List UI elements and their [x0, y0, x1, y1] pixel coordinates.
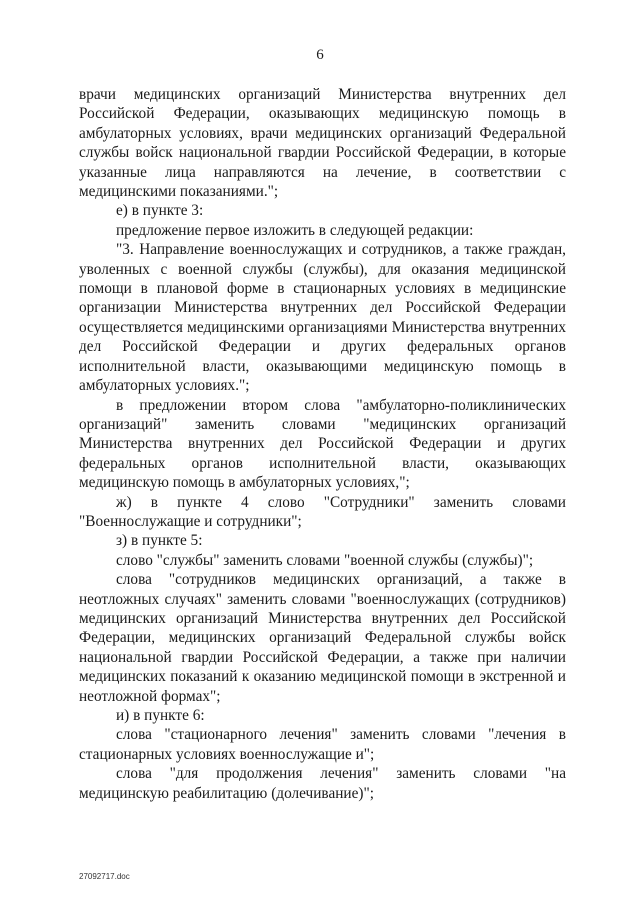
paragraph: е) в пункте 3: — [116, 202, 204, 220]
paragraph: слова "для продолжения лечения" заменить словами "на медицинскую реабилитацию (долечивание)"; — [79, 765, 566, 802]
paragraph: ж) в пункте 4 слово "Сотрудники" заменить словами "Военнослужащие и сотрудники"; — [79, 493, 566, 530]
paragraph: з) в пункте 5: — [116, 532, 203, 550]
document-body — [79, 85, 566, 803]
paragraph: слова "сотрудников медицинских организаций, а также в неотложных случаях" заменить словами "военнослужащих (сотрудников) медицинских организаций Министерства внутренних дел Российской Федерации, медицинских организаций Федеральной службы войск национальной гвардии Российской Федерации, а также при наличии медицинских показаний к оказанию медицинской помощи в экстренной и неотложной формах"; — [79, 571, 566, 705]
paragraph: врачи медицинских организаций Министерства внутренних дел Российской Федерации, оказывающих медицинскую помощь в амбулаторных условиях, врачи медицинских организаций Федеральной службы войск национальной гвардии Российской Федерации, в которые указанные лица направляются на лечение, в соответствии с медицинскими показаниями."; — [79, 86, 566, 201]
paragraph: "3. Направление военнослужащих и сотрудников, а также граждан, уволенных с военной службы (службы), для оказания медицинской помощи в плановой форме в стационарных условиях в медицинские организации Министерства внутренних дел Российской Федерации осуществляется медицинскими организациями Министерства внутренних дел Российской Федерации и других федеральных органов исполнительной власти, оказывающими медицинскую помощь в амбулаторных условиях."; — [79, 241, 566, 395]
footer-filename: 27092717.doc — [79, 872, 130, 881]
page-number: 6 — [316, 47, 324, 63]
paragraph: предложение первое изложить в следующей редакции: — [116, 221, 474, 239]
paragraph: слова "стационарного лечения" заменить словами "лечения в стационарных условиях военнослужащие и"; — [79, 726, 566, 763]
paragraph: в предложении втором слова "амбулаторно-поликлинических организаций" заменить словами "медицинских организаций Министерства внутренних дел Российской Федерации и других федеральных органов исполнительной власти, оказывающих медицинскую помощь в амбулаторных условиях,"; — [79, 396, 566, 492]
paragraph: слово "службы" заменить словами "военной службы (службы)"; — [116, 551, 534, 569]
paragraph: и) в пункте 6: — [116, 707, 205, 724]
